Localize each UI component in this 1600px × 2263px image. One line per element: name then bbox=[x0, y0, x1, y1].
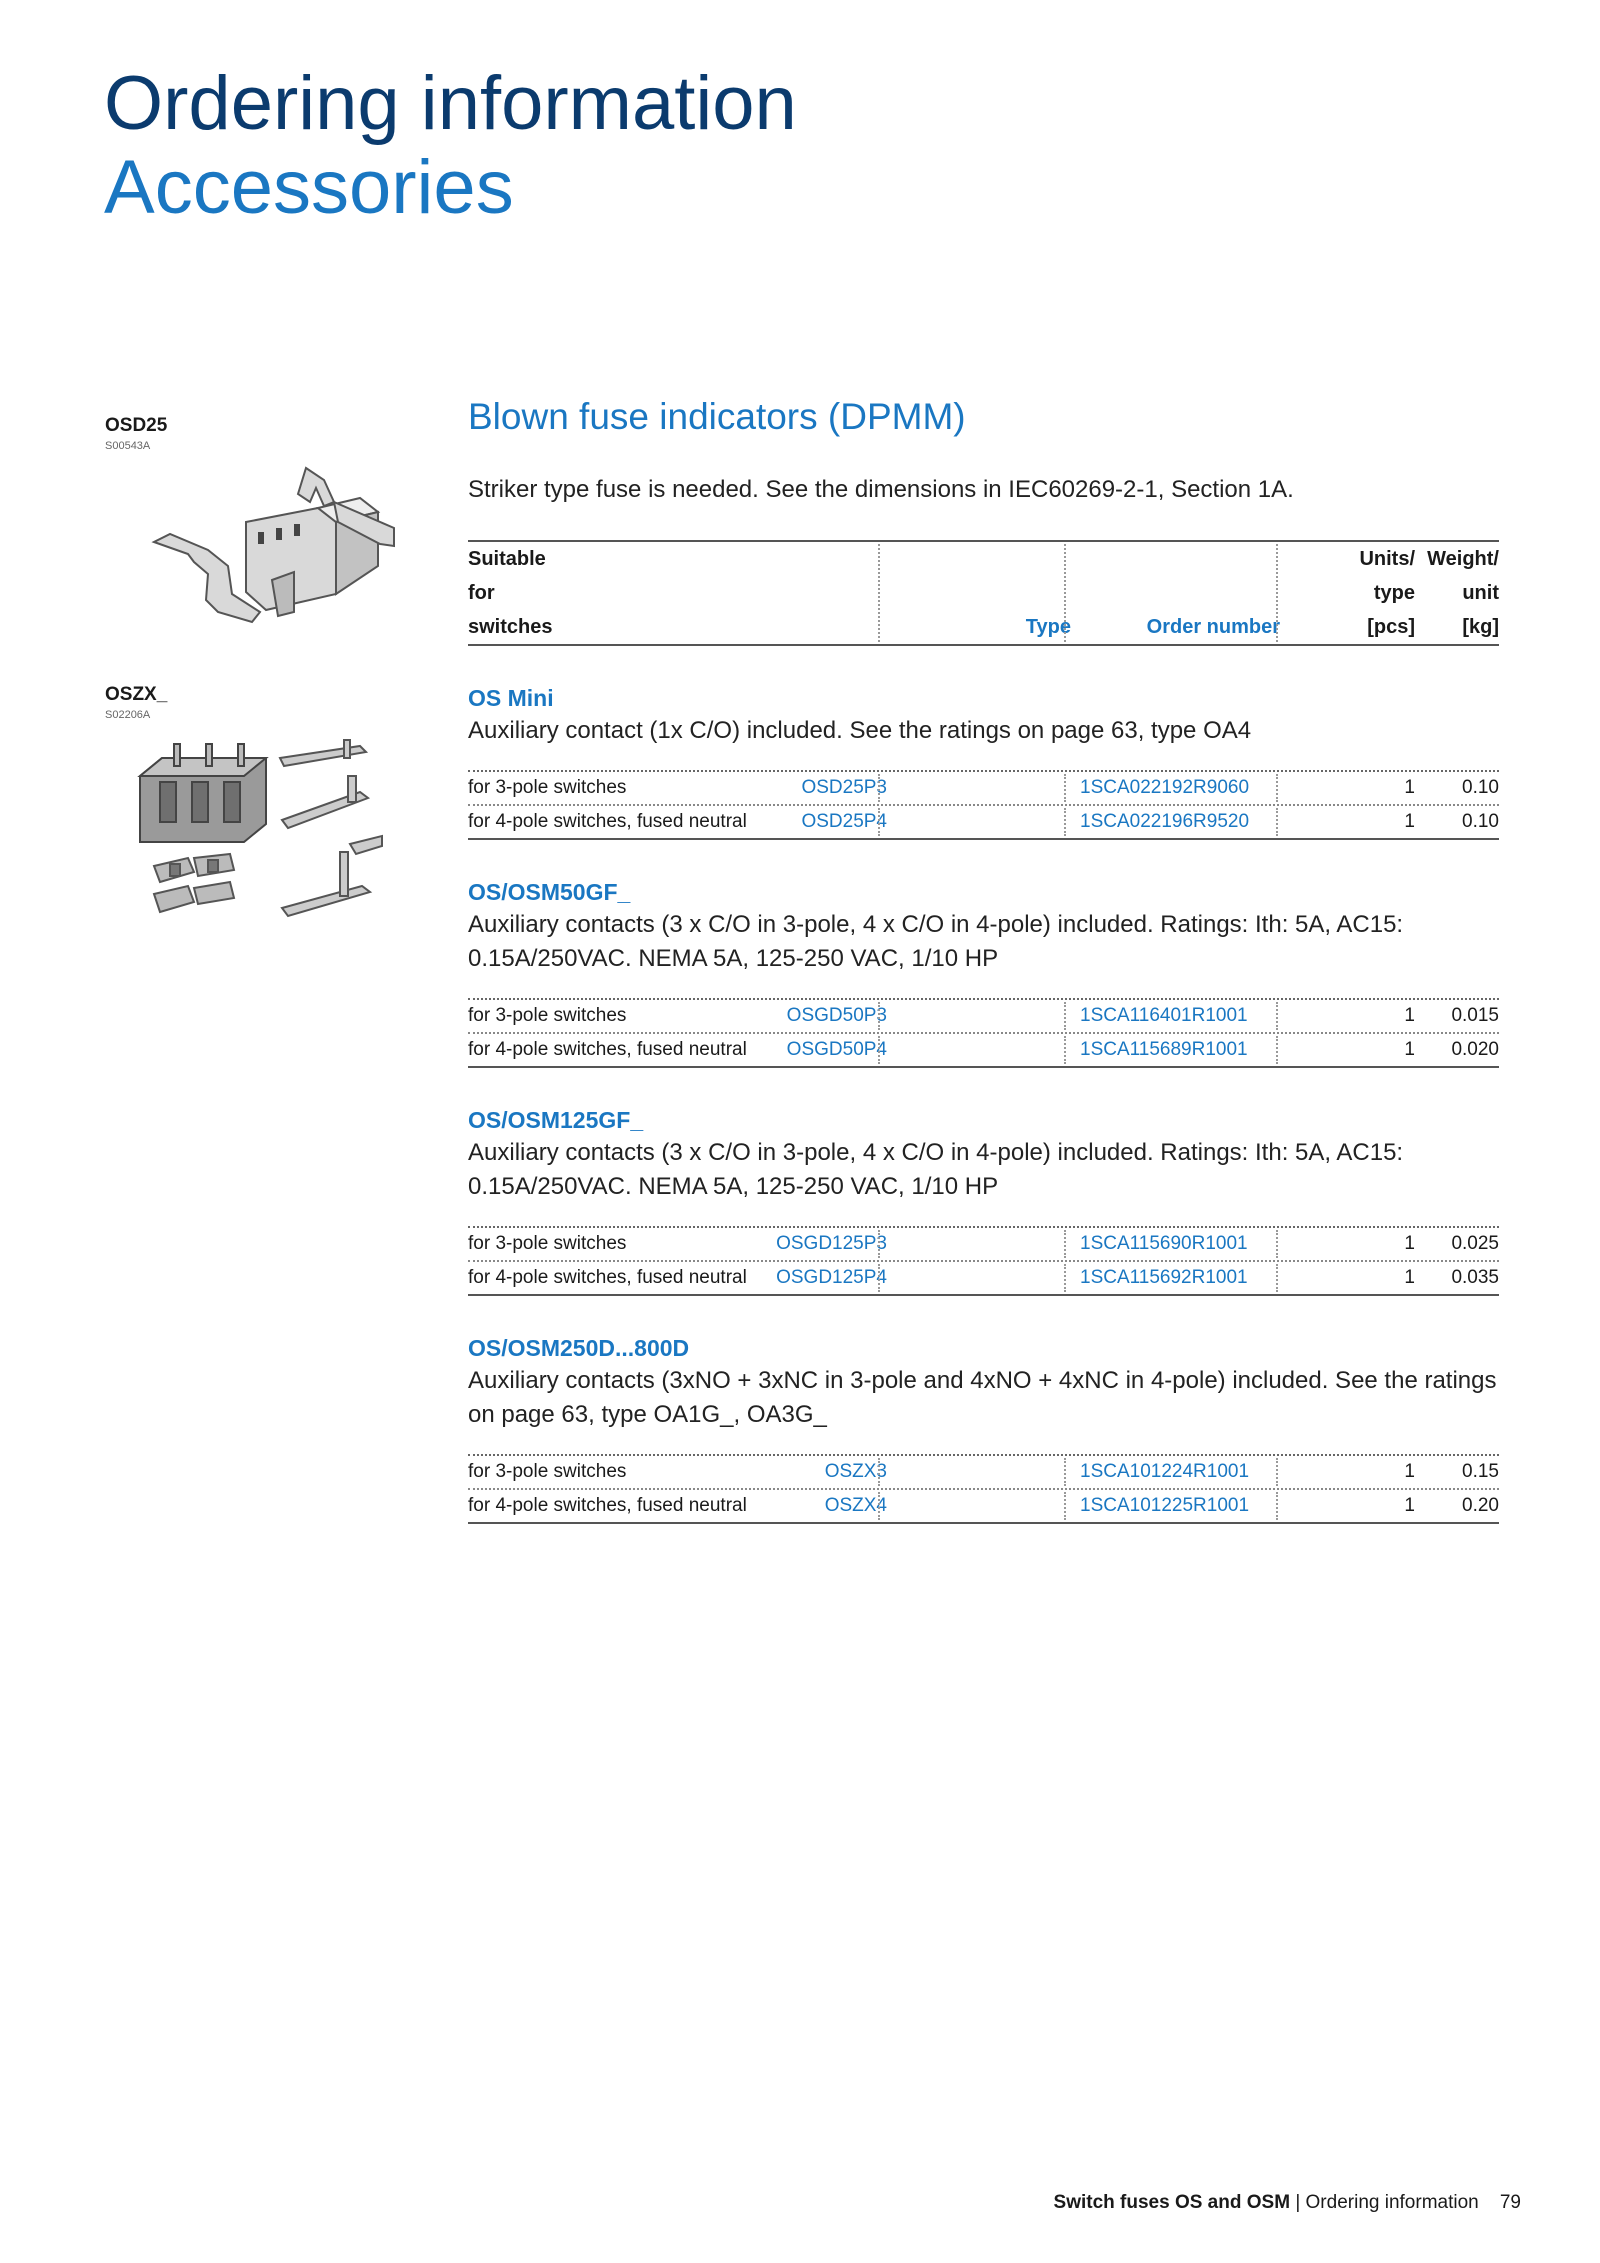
section-title: Blown fuse indicators (DPMM) bbox=[468, 396, 966, 437]
cell-weight: 0.025 bbox=[1451, 1233, 1499, 1254]
figure-label-osd25: OSD25 bbox=[105, 415, 168, 436]
group-description: Auxiliary contact (1x C/O) included. See the ratings on page 63, type OA4 bbox=[468, 717, 1252, 744]
cell-units: 1 bbox=[1404, 1495, 1415, 1516]
header-type: Type bbox=[1025, 616, 1071, 638]
page-subtitle: Accessories bbox=[104, 145, 514, 230]
cell-units: 1 bbox=[1404, 1039, 1415, 1060]
cell-type[interactable]: OSGD125P4 bbox=[776, 1267, 887, 1288]
figure-label-oszx: OSZX_ bbox=[105, 684, 168, 705]
group-osm50gf bbox=[468, 876, 1499, 1068]
group-osm250d-800d bbox=[468, 1332, 1499, 1524]
cell-type[interactable]: OSD25P3 bbox=[801, 777, 887, 798]
footer-document-title: Switch fuses OS and OSM bbox=[1053, 2192, 1291, 2213]
page-footer bbox=[1054, 2192, 1521, 2214]
cell-order-number[interactable]: 1SCA101224R1001 bbox=[1080, 1461, 1250, 1482]
footer-spacer bbox=[1484, 2192, 1495, 2213]
cell-weight: 0.020 bbox=[1451, 1039, 1499, 1060]
cell-order-number[interactable]: 1SCA116401R1001 bbox=[1080, 1005, 1248, 1026]
cell-type[interactable]: OSZX3 bbox=[824, 1461, 887, 1482]
cell-units: 1 bbox=[1404, 777, 1415, 798]
cell-order-number[interactable]: 1SCA115692R1001 bbox=[1080, 1267, 1248, 1288]
cell-switch: for 3-pole switches bbox=[468, 777, 627, 798]
group-description: Auxiliary contacts (3xNO + 3xNC in 3-pole and 4xNO + 4xNC in 4-pole) included. See the ratings on page 63, type OA1G_, OA3G_ bbox=[468, 1367, 1497, 1428]
osd25-product-image bbox=[148, 462, 398, 632]
cell-order-number[interactable]: 1SCA115690R1001 bbox=[1080, 1233, 1248, 1254]
group-description: Auxiliary contacts (3 x C/O in 3-pole, 4 x C/O in 4-pole) included. Ratings: Ith: 5A, AC15: 0.15A/250VAC. NEMA 5A, 125-250 VAC, 1/10 HP bbox=[468, 1139, 1404, 1200]
group-title: OS/OSM125GF_ bbox=[468, 1107, 644, 1133]
table-row bbox=[468, 1228, 1499, 1262]
cell-type[interactable]: OSGD50P3 bbox=[786, 1005, 887, 1026]
cell-units: 1 bbox=[1404, 1461, 1415, 1482]
figure-code-oszx: S02206A bbox=[105, 709, 151, 721]
cell-order-number[interactable]: 1SCA115689R1001 bbox=[1080, 1039, 1248, 1060]
cell-order-number[interactable]: 1SCA101225R1001 bbox=[1080, 1495, 1250, 1516]
cell-units: 1 bbox=[1404, 1233, 1415, 1254]
figure-code-osd25: S00543A bbox=[105, 440, 151, 452]
cell-switch: for 4-pole switches, fused neutral bbox=[468, 1495, 747, 1516]
footer-separator: | bbox=[1295, 2192, 1306, 2213]
group-osm125gf bbox=[468, 1104, 1499, 1296]
page-title: Ordering information bbox=[104, 61, 797, 146]
cell-type[interactable]: OSZX4 bbox=[824, 1495, 887, 1516]
table-header bbox=[468, 540, 1499, 646]
page-number: 79 bbox=[1499, 2192, 1521, 2213]
ordering-table bbox=[468, 540, 1499, 1524]
cell-units: 1 bbox=[1404, 1267, 1415, 1288]
group-description: Auxiliary contacts (3 x C/O in 3-pole, 4 x C/O in 4-pole) included. Ratings: Ith: 5A, AC15: 0.15A/250VAC. NEMA 5A, 125-250 VAC, 1/10 HP bbox=[468, 911, 1404, 972]
group-title: OS Mini bbox=[468, 685, 554, 711]
cell-units: 1 bbox=[1404, 1005, 1415, 1026]
cell-weight: 0.10 bbox=[1462, 777, 1499, 798]
group-os-mini bbox=[468, 682, 1499, 840]
cell-switch: for 4-pole switches, fused neutral bbox=[468, 811, 747, 832]
cell-weight: 0.10 bbox=[1462, 811, 1499, 832]
table-row bbox=[468, 1456, 1499, 1490]
header-weight-per-unit: Weight/ unit [kg] bbox=[1427, 548, 1499, 638]
group-title: OS/OSM50GF_ bbox=[468, 879, 631, 905]
table-row bbox=[468, 1034, 1499, 1068]
cell-weight: 0.20 bbox=[1462, 1495, 1499, 1516]
table-row bbox=[468, 806, 1499, 840]
table-row bbox=[468, 1262, 1499, 1296]
cell-weight: 0.015 bbox=[1451, 1005, 1499, 1026]
header-units-per-type: Units/ type [pcs] bbox=[1359, 548, 1415, 638]
cell-order-number[interactable]: 1SCA022196R9520 bbox=[1080, 811, 1250, 832]
footer-section: Ordering information bbox=[1305, 2192, 1479, 2213]
table-row bbox=[468, 1000, 1499, 1034]
header-suitable-switches: Suitable for switches bbox=[468, 548, 553, 638]
section-intro: Striker type fuse is needed. See the dimensions in IEC60269-2-1, Section 1A. bbox=[468, 476, 1294, 503]
table-row bbox=[468, 1490, 1499, 1524]
cell-weight: 0.035 bbox=[1451, 1267, 1499, 1288]
header-order-number: Order number bbox=[1146, 616, 1280, 638]
oszx-product-image bbox=[134, 736, 394, 926]
cell-units: 1 bbox=[1404, 811, 1415, 832]
cell-switch: for 3-pole switches bbox=[468, 1005, 627, 1026]
cell-type[interactable]: OSGD50P4 bbox=[786, 1039, 887, 1060]
group-title: OS/OSM250D...800D bbox=[468, 1335, 690, 1361]
table-row bbox=[468, 772, 1499, 806]
cell-switch: for 4-pole switches, fused neutral bbox=[468, 1039, 747, 1060]
cell-order-number[interactable]: 1SCA022192R9060 bbox=[1080, 777, 1250, 798]
cell-switch: for 4-pole switches, fused neutral bbox=[468, 1267, 747, 1288]
cell-switch: for 3-pole switches bbox=[468, 1461, 627, 1482]
cell-type[interactable]: OSGD125P3 bbox=[776, 1233, 887, 1254]
cell-weight: 0.15 bbox=[1462, 1461, 1499, 1482]
cell-switch: for 3-pole switches bbox=[468, 1233, 627, 1254]
cell-type[interactable]: OSD25P4 bbox=[801, 811, 887, 832]
